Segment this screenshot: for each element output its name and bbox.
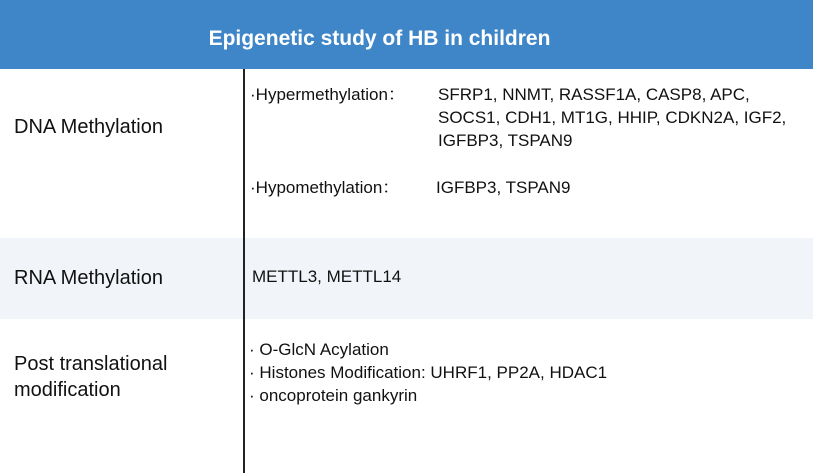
column-divider: [243, 69, 245, 473]
row-label-post-translational: [14, 351, 167, 403]
rna-methylation-genes: METTL3, METTL14: [252, 267, 402, 286]
row-label-line-2: modification: [14, 379, 121, 401]
post-translational-list: [249, 338, 607, 407]
list-item: · oncoprotein gankyrin: [249, 386, 418, 405]
hypomethylation-label: ·Hypomethylation：: [250, 178, 400, 197]
table-title: Epigenetic study of HB in children: [208, 26, 551, 50]
hypermethylation-label: ·Hypermethylation：: [250, 85, 405, 104]
row-label-dna-methylation: DNA Methylation: [14, 116, 163, 138]
list-item: · O-GlcN Acylation: [249, 340, 389, 359]
list-item: · Histones Modification: UHRF1, PP2A, HDAC1: [249, 363, 608, 382]
hypermethylation-genes: SFRP1, NNMT, RASSF1A, CASP8, APC, SOCS1, CDH1, MT1G, HHIP, CDKN2A, IGF2, IGFBP3, TSPAN9: [438, 85, 787, 150]
table-header: [0, 0, 813, 69]
row-label-line-1: Post translational: [14, 353, 168, 375]
row-label-rna-methylation: RNA Methylation: [14, 267, 163, 289]
hypomethylation-genes: IGFBP3, TSPAN9: [436, 178, 571, 197]
